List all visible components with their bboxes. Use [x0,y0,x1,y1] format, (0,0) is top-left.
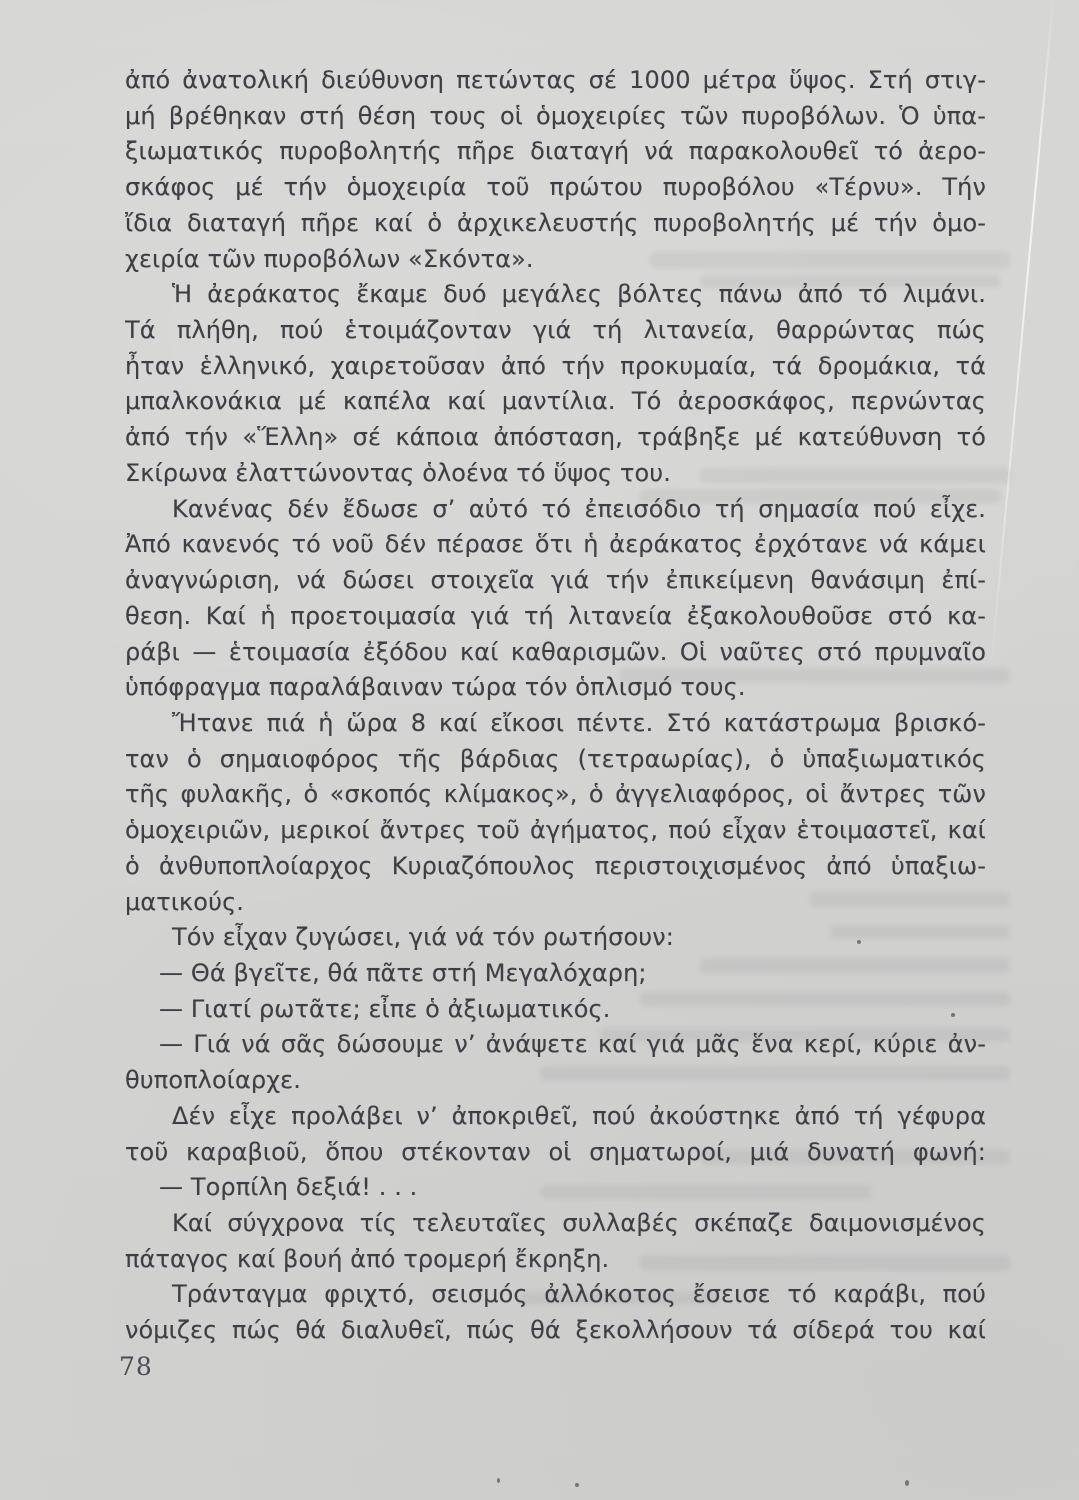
dialogue-paragraph [125,992,986,1028]
text-line: Ἀπό κανενός τό νοῦ δέν πέρασε ὅτι ἡ ἀεράκατος ἐρχότανε νά κάμει [125,530,986,559]
paragraph [125,1277,986,1348]
text-line: — Τορπίλη δεξιά! . . . [159,1173,418,1202]
page-text [125,63,986,1349]
text-line: ὁ ἀνθυποπλοίαρχος Κυριαζόπουλος περιστοιχισμένος ἀπό ὑπαξιω- [125,851,986,880]
text-line: ὁμοχειριῶν, μερικοί ἄντρες τοῦ ἀγήματος, πού εἶχαν ἑτοιμαστεῖ, καί [125,816,986,845]
text-line: θεση. Καί ἡ προετοιμασία γιά τή λιτανεία ἐξακολουθοῦσε στό κα- [125,601,986,630]
text-line: Δέν εἶχε προλάβει ν’ ἀποκριθεῖ, πού ἀκούστηκε ἀπό τή γέφυρα [172,1101,986,1130]
text-line: χειρία τῶν πυροβόλων «Σκόντα». [125,244,534,273]
text-line: νόμιζες πώς θά διαλυθεῖ, πώς θά ξεκολλήσουν τά σίδερά του καί [125,1316,986,1345]
text-line: ματικούς. [125,887,244,916]
text-line: ὑπόφραγμα παραλάβαιναν τώρα τόν ὁπλισμό τους. [125,673,746,702]
text-line: — Γιά νά σᾶς δώσουμε ν’ ἀνάψετε καί γιά μᾶς ἕνα κερί, κύριε ἀν- [159,1030,986,1059]
text-line: ταν ὁ σημαιοφόρος τῆς βάρδιας (τετραωρίας), ὁ ὑπαξιωματικός [125,744,986,773]
speck [905,1480,909,1486]
text-line: ράβι — ἑτοιμασία ἐξόδου καί καθαρισμῶν. Οἱ ναῦτες στό πρυμναῖο [125,637,986,666]
text-line: Καί σύγχρονα τίς τελευταῖες συλλαβές σκέπαζε δαιμονισμένος [172,1209,986,1237]
text-line: ἀπό ἀνατολική διεύθυνση πετώντας σέ 1000 μέτρα ὕψος. Στή στιγ- [125,66,986,94]
text-line: πάταγος καί βουή ἀπό τρομερή ἔκρηξη. [125,1244,610,1273]
text-line: Τόν εἶχαν ζυγώσει, γιά νά τόν ρωτήσουν: [172,923,674,952]
text-line: ξιωματικός πυροβολητής πῆρε διαταγή νά παρακολουθεῖ τό ἀερο- [125,137,986,166]
text-line: — Θά βγεῖτε, θά πᾶτε στή Μεγαλόχαρη; [159,958,647,987]
paragraph [125,920,986,956]
paragraph [125,63,986,277]
page-number: 78 [119,1352,153,1381]
paragraph [125,1099,986,1170]
paragraph [125,1206,986,1277]
speck [497,1478,500,1483]
text-line: Σκίρωνα ἐλαττώνοντας ὁλοένα τό ὕψος του. [125,458,672,487]
paragraph [125,277,986,491]
text-line: ἦταν ἑλληνικό, χαιρετοῦσαν ἀπό τήν προκυμαία, τά δρομάκια, τά [125,351,986,380]
text-line: θυποπλοίαρχε. [125,1066,301,1095]
paragraph [125,706,986,920]
text-line: σκάφος μέ τήν ὁμοχειρία τοῦ πρώτου πυροβόλου «Τέρνυ». Τήν [125,173,986,202]
text-line: — Γιατί ρωτᾶτε; εἶπε ὁ ἀξιωματικός. [159,994,611,1023]
text-line: μπαλκονάκια μέ καπέλα καί μαντίλια. Τό ἀεροσκάφος, περνώντας [125,387,986,416]
text-line: ἀπό τήν «Ἕλλη» σέ κάποια ἀπόσταση, τράβηξε μέ κατεύθυνση τό [125,423,986,452]
speck [575,1483,579,1487]
text-line: ἀναγνώριση, νά δώσει στοιχεῖα γιά τήν ἐπικείμενη θανάσιμη ἐπί- [125,566,986,595]
dialogue-paragraph [125,956,986,992]
text-line: Τράνταγμα φριχτό, σεισμός ἀλλόκοτος ἔσεισε τό καράβι, πού [172,1280,986,1309]
text-line: τῆς φυλακῆς, ὁ «σκοπός κλίμακος», ὁ ἀγγελιαφόρος, οἱ ἄντρες τῶν [125,780,986,809]
paragraph [125,492,986,706]
text-line: Κανένας δέν ἔδωσε σ’ αὐτό τό ἐπεισόδιο τή σημασία πού εἶχε. [172,494,986,523]
dialogue-paragraph [125,1027,986,1098]
text-line: Ἤτανε πιά ἡ ὥρα 8 καί εἴκοσι πέντε. Στό κατάστρωμα βρισκό- [172,708,986,737]
text-line: Τά πλήθη, πού ἑτοιμάζονταν γιά τή λιτανεία, θαρρώντας πώς [125,316,986,345]
text-line: μή βρέθηκαν στή θέση τους οἱ ὁμοχειρίες τῶν πυροβόλων. Ὁ ὑπα- [125,101,986,130]
text-line: ἴδια διαταγή πῆρε καί ὁ ἀρχικελευστής πυροβολητής μέ τήν ὁμο- [125,208,986,237]
paper-crease-line [989,0,1055,677]
text-line: Ἡ ἀεράκατος ἔκαμε δυό μεγάλες βόλτες πάνω ἀπό τό λιμάνι. [172,280,986,309]
text-line: τοῦ καραβιοῦ, ὅπου στέκονταν οἱ σηματωροί, μιά δυνατή φωνή: [125,1137,986,1166]
dialogue-paragraph [125,1170,986,1206]
